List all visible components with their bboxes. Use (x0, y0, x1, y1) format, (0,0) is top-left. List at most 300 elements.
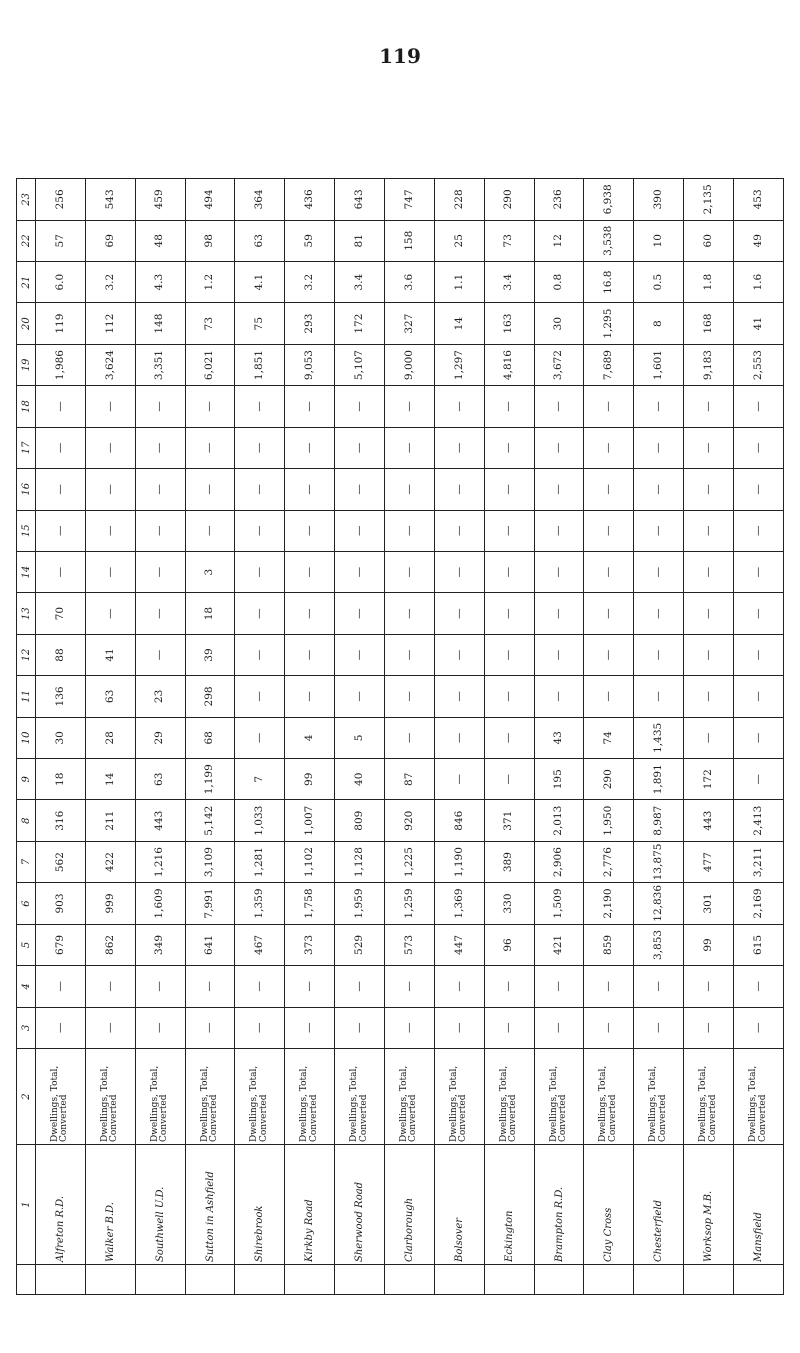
value-cell: 1.2 (185, 261, 235, 302)
value-cell: 7,689 (584, 344, 634, 385)
value-cell: 364 (235, 179, 285, 220)
value-cell: 3,672 (534, 344, 584, 385)
value-cell: 28 (85, 717, 135, 758)
value-cell: 148 (135, 303, 185, 344)
value-cell: 168 (684, 303, 734, 344)
value-cell: 293 (285, 303, 335, 344)
value-cell: 43 (534, 717, 584, 758)
value-cell: 290 (484, 179, 534, 220)
value-cell: 68 (185, 717, 235, 758)
value-cell: 809 (335, 800, 385, 841)
value-cell: 73 (185, 303, 235, 344)
value-cell: — (385, 510, 435, 551)
value-cell: — (584, 551, 634, 592)
value-cell: 2,013 (534, 800, 584, 841)
value-cell: — (185, 469, 235, 510)
table-row (434, 96, 484, 1295)
value-cell: 236 (534, 179, 584, 220)
value-cell: — (634, 386, 684, 427)
value-cell: 1,601 (634, 344, 684, 385)
value-cell: 1,225 (385, 841, 435, 882)
value-cell: — (684, 427, 734, 468)
value-cell: — (484, 966, 534, 1007)
value-cell: — (85, 469, 135, 510)
value-cell: — (285, 966, 335, 1007)
header-cell: 17 (17, 427, 36, 468)
value-cell: — (534, 634, 584, 675)
value-cell: — (484, 469, 534, 510)
value-cell: 903 (36, 883, 86, 924)
value-cell: 1,950 (584, 800, 634, 841)
district-name-cell: Shirebrook (235, 1145, 285, 1265)
value-cell: — (135, 551, 185, 592)
value-cell: — (235, 386, 285, 427)
value-cell: 57 (36, 220, 86, 261)
value-cell: — (534, 1007, 584, 1048)
value-cell: 3.4 (484, 261, 534, 302)
value-cell: 2,413 (734, 800, 784, 841)
value-cell: — (235, 676, 285, 717)
value-cell: — (634, 676, 684, 717)
header-cell: 3 (17, 1007, 36, 1048)
value-cell: — (85, 966, 135, 1007)
value-cell: — (385, 1007, 435, 1048)
value-cell: 3,351 (135, 344, 185, 385)
value-cell: 7,991 (185, 883, 235, 924)
value-cell: — (335, 551, 385, 592)
value-cell: — (734, 510, 784, 551)
table-row (684, 96, 734, 1295)
value-cell: 63 (235, 220, 285, 261)
value-cell: 6,021 (185, 344, 235, 385)
value-cell: 2,169 (734, 883, 784, 924)
table-row (85, 96, 135, 1295)
value-cell: — (235, 551, 285, 592)
value-cell: 99 (285, 759, 335, 800)
value-cell: 4.3 (135, 261, 185, 302)
value-cell: 163 (484, 303, 534, 344)
value-cell: 195 (534, 759, 584, 800)
table-row (534, 96, 584, 1295)
value-cell: 5,107 (335, 344, 385, 385)
value-cell: 5,142 (185, 800, 235, 841)
value-cell: 0.5 (634, 261, 684, 302)
value-cell: 421 (534, 924, 584, 965)
value-cell: 119 (36, 303, 86, 344)
value-cell: — (335, 386, 385, 427)
dwelling-type-cell: Dwellings, Total, Converted (684, 1049, 734, 1145)
value-cell: 543 (85, 179, 135, 220)
header-cell: 4 (17, 966, 36, 1007)
table-header-row (17, 96, 36, 1295)
value-cell: 29 (135, 717, 185, 758)
header-cell: 10 (17, 717, 36, 758)
value-cell: 99 (684, 924, 734, 965)
value-cell: — (36, 966, 86, 1007)
value-cell: 75 (235, 303, 285, 344)
value-cell: 443 (135, 800, 185, 841)
value-cell: 747 (385, 179, 435, 220)
value-cell: — (734, 1007, 784, 1048)
value-cell: 18 (36, 759, 86, 800)
value-cell: 8 (634, 303, 684, 344)
value-cell: 70 (36, 593, 86, 634)
value-cell: 1,128 (335, 841, 385, 882)
value-cell: 1,851 (235, 344, 285, 385)
value-cell: 59 (285, 220, 335, 261)
value-cell: — (734, 759, 784, 800)
table-row (484, 96, 534, 1295)
value-cell: — (684, 717, 734, 758)
value-cell: 529 (335, 924, 385, 965)
value-cell: — (335, 469, 385, 510)
header-cell: 8 (17, 800, 36, 841)
value-cell: — (684, 593, 734, 634)
value-cell: 390 (634, 179, 684, 220)
value-cell: 330 (484, 883, 534, 924)
value-cell: 172 (335, 303, 385, 344)
dwelling-type-cell: Dwellings, Total, Converted (484, 1049, 534, 1145)
value-cell: 1,297 (434, 344, 484, 385)
value-cell: 1,435 (634, 717, 684, 758)
value-cell: 1,199 (185, 759, 235, 800)
dwelling-type-cell: Dwellings, Total, Converted (634, 1049, 684, 1145)
value-cell: — (285, 634, 335, 675)
value-cell: 81 (335, 220, 385, 261)
district-name-cell: Sutton in Ashfield (185, 1145, 235, 1265)
value-cell: 30 (534, 303, 584, 344)
value-cell: 1,359 (235, 883, 285, 924)
value-cell: — (484, 717, 534, 758)
value-cell: 4 (285, 717, 335, 758)
value-cell: — (484, 634, 534, 675)
value-cell: 436 (285, 179, 335, 220)
value-cell: — (434, 386, 484, 427)
value-cell: — (434, 759, 484, 800)
value-cell: — (185, 510, 235, 551)
value-cell: — (335, 1007, 385, 1048)
value-cell: 573 (385, 924, 435, 965)
value-cell: 16.8 (584, 261, 634, 302)
value-cell: — (634, 510, 684, 551)
value-cell: 316 (36, 800, 86, 841)
value-cell: 679 (36, 924, 86, 965)
value-cell: — (434, 427, 484, 468)
value-cell: 14 (85, 759, 135, 800)
value-cell: — (734, 469, 784, 510)
value-cell: — (185, 427, 235, 468)
district-name-cell: Brampton R.D. (534, 1145, 584, 1265)
dwelling-type-cell: Dwellings, Total, Converted (36, 1049, 86, 1145)
row-index-cell (484, 1265, 534, 1295)
value-cell: — (684, 469, 734, 510)
value-cell: — (684, 634, 734, 675)
value-cell: — (85, 593, 135, 634)
value-cell: — (484, 676, 534, 717)
value-cell: — (85, 386, 135, 427)
value-cell: 30 (36, 717, 86, 758)
value-cell: 49 (734, 220, 784, 261)
value-cell: — (584, 427, 634, 468)
table-row (36, 96, 86, 1295)
value-cell: — (734, 593, 784, 634)
value-cell: — (734, 386, 784, 427)
value-cell: 74 (584, 717, 634, 758)
value-cell: — (385, 386, 435, 427)
value-cell: 18 (185, 593, 235, 634)
value-cell: 41 (85, 634, 135, 675)
header-cell: 5 (17, 924, 36, 965)
value-cell: — (385, 469, 435, 510)
dwelling-type-cell: Dwellings, Total, Converted (85, 1049, 135, 1145)
value-cell: — (235, 427, 285, 468)
value-cell: — (385, 551, 435, 592)
header-cell: 7 (17, 841, 36, 882)
value-cell: — (285, 593, 335, 634)
value-cell: — (484, 1007, 534, 1048)
value-cell: 8,987 (634, 800, 684, 841)
value-cell: — (85, 1007, 135, 1048)
value-cell: 158 (385, 220, 435, 261)
value-cell: 1,959 (335, 883, 385, 924)
value-cell: — (634, 469, 684, 510)
header-cell: 21 (17, 261, 36, 302)
value-cell: — (734, 966, 784, 1007)
value-cell: — (385, 593, 435, 634)
value-cell: 39 (185, 634, 235, 675)
value-cell: 256 (36, 179, 86, 220)
value-cell: — (534, 593, 584, 634)
header-cell: 1 (17, 1145, 36, 1265)
value-cell: — (135, 469, 185, 510)
value-cell: — (734, 634, 784, 675)
value-cell: 643 (335, 179, 385, 220)
value-cell: 327 (385, 303, 435, 344)
rotated-table-sheet (16, 95, 784, 1295)
value-cell: 447 (434, 924, 484, 965)
page-number: 119 (379, 44, 421, 68)
row-index-cell (534, 1265, 584, 1295)
value-cell: 96 (484, 924, 534, 965)
value-cell: 846 (434, 800, 484, 841)
value-cell: — (135, 966, 185, 1007)
value-cell: — (534, 676, 584, 717)
value-cell: 1,190 (434, 841, 484, 882)
value-cell: — (584, 1007, 634, 1048)
value-cell: 641 (185, 924, 235, 965)
value-cell: — (584, 676, 634, 717)
value-cell: 12 (534, 220, 584, 261)
value-cell: 136 (36, 676, 86, 717)
value-cell: 1,033 (235, 800, 285, 841)
value-cell: — (434, 551, 484, 592)
header-cell: 14 (17, 551, 36, 592)
value-cell: — (434, 634, 484, 675)
value-cell: — (634, 1007, 684, 1048)
value-cell: 389 (484, 841, 534, 882)
value-cell: 859 (584, 924, 634, 965)
value-cell: 112 (85, 303, 135, 344)
district-name-cell: Walker B.D. (85, 1145, 135, 1265)
value-cell: — (135, 634, 185, 675)
header-cell: 22 (17, 220, 36, 261)
value-cell: 1,259 (385, 883, 435, 924)
value-cell: — (584, 634, 634, 675)
value-cell: — (285, 676, 335, 717)
value-cell: 40 (335, 759, 385, 800)
value-cell: — (734, 551, 784, 592)
table-row (734, 96, 784, 1295)
value-cell: 6,938 (584, 179, 634, 220)
value-cell: — (285, 386, 335, 427)
value-cell: — (285, 1007, 335, 1048)
district-name-cell: Southwell U.D. (135, 1145, 185, 1265)
value-cell: 301 (684, 883, 734, 924)
value-cell: 920 (385, 800, 435, 841)
value-cell: 23 (135, 676, 185, 717)
value-cell: — (36, 386, 86, 427)
header-cell: 9 (17, 759, 36, 800)
dwelling-type-cell: Dwellings, Total, Converted (235, 1049, 285, 1145)
row-index-cell (36, 1265, 86, 1295)
header-cell: 20 (17, 303, 36, 344)
table-row (285, 96, 335, 1295)
table-body (36, 96, 784, 1295)
value-cell: — (584, 510, 634, 551)
value-cell: 453 (734, 179, 784, 220)
header-cell: 11 (17, 676, 36, 717)
value-cell: 1,007 (285, 800, 335, 841)
header-cell: 2 (17, 1049, 36, 1145)
value-cell: 2,776 (584, 841, 634, 882)
value-cell: — (335, 676, 385, 717)
value-cell: 373 (285, 924, 335, 965)
value-cell: — (135, 386, 185, 427)
value-cell: — (135, 510, 185, 551)
value-cell: — (235, 717, 285, 758)
value-cell: — (534, 966, 584, 1007)
value-cell: — (385, 966, 435, 1007)
value-cell: 422 (85, 841, 135, 882)
value-cell: — (434, 717, 484, 758)
district-name-cell: Mansfield (734, 1145, 784, 1265)
table-row (584, 96, 634, 1295)
value-cell: — (235, 593, 285, 634)
value-cell: — (185, 386, 235, 427)
value-cell: — (584, 966, 634, 1007)
dwelling-type-cell: Dwellings, Total, Converted (584, 1049, 634, 1145)
header-cell: 13 (17, 593, 36, 634)
value-cell: — (534, 551, 584, 592)
row-index-cell (135, 1265, 185, 1295)
value-cell: 3,109 (185, 841, 235, 882)
header-cell: 18 (17, 386, 36, 427)
value-cell: — (335, 966, 385, 1007)
value-cell: 9,183 (684, 344, 734, 385)
value-cell: — (285, 427, 335, 468)
value-cell: 1,986 (36, 344, 86, 385)
value-cell: — (235, 1007, 285, 1048)
value-cell: 443 (684, 800, 734, 841)
value-cell: — (484, 759, 534, 800)
district-name-cell: Bolsover (434, 1145, 484, 1265)
value-cell: 87 (385, 759, 435, 800)
row-index-cell (85, 1265, 135, 1295)
value-cell: 298 (185, 676, 235, 717)
value-cell: — (434, 593, 484, 634)
value-cell: — (335, 634, 385, 675)
value-cell: 562 (36, 841, 86, 882)
dwelling-type-cell: Dwellings, Total, Converted (335, 1049, 385, 1145)
value-cell: 9,053 (285, 344, 335, 385)
value-cell: — (684, 510, 734, 551)
row-index-cell (385, 1265, 435, 1295)
row-index-cell (584, 1265, 634, 1295)
value-cell: 13,875 (634, 841, 684, 882)
value-cell: — (235, 966, 285, 1007)
value-cell: — (135, 427, 185, 468)
value-cell: 1,369 (434, 883, 484, 924)
value-cell: — (85, 427, 135, 468)
value-cell: 290 (584, 759, 634, 800)
value-cell: 3,853 (634, 924, 684, 965)
value-cell: 1,216 (135, 841, 185, 882)
value-cell: — (185, 966, 235, 1007)
row-index-cell (185, 1265, 235, 1295)
value-cell: 41 (734, 303, 784, 344)
value-cell: — (235, 469, 285, 510)
value-cell: — (484, 510, 534, 551)
value-cell: — (36, 551, 86, 592)
dwelling-type-cell: Dwellings, Total, Converted (734, 1049, 784, 1145)
value-cell: — (684, 966, 734, 1007)
header-cell: 6 (17, 883, 36, 924)
value-cell: — (385, 717, 435, 758)
value-cell: 467 (235, 924, 285, 965)
value-cell: — (85, 551, 135, 592)
value-cell: — (734, 676, 784, 717)
row-index-cell (684, 1265, 734, 1295)
district-name-cell: Sherwood Road (335, 1145, 385, 1265)
value-cell: — (135, 593, 185, 634)
value-cell: — (484, 593, 534, 634)
value-cell: 1,609 (135, 883, 185, 924)
value-cell: 3.6 (385, 261, 435, 302)
value-cell: — (734, 717, 784, 758)
value-cell: — (534, 427, 584, 468)
value-cell: — (484, 551, 534, 592)
value-cell: — (335, 593, 385, 634)
value-cell: 4,816 (484, 344, 534, 385)
value-cell: 9,000 (385, 344, 435, 385)
value-cell: 3,538 (584, 220, 634, 261)
district-name-cell: Kirkby Road (285, 1145, 335, 1265)
value-cell: 349 (135, 924, 185, 965)
dwelling-type-cell: Dwellings, Total, Converted (285, 1049, 335, 1145)
value-cell: — (584, 386, 634, 427)
value-cell: 1,295 (584, 303, 634, 344)
value-cell: 7 (235, 759, 285, 800)
value-cell: — (434, 1007, 484, 1048)
value-cell: 211 (85, 800, 135, 841)
value-cell: — (335, 427, 385, 468)
value-cell: — (584, 469, 634, 510)
header-cell: 19 (17, 344, 36, 385)
value-cell: — (634, 427, 684, 468)
value-cell: 63 (135, 759, 185, 800)
value-cell: 1.1 (434, 261, 484, 302)
value-cell: — (235, 634, 285, 675)
